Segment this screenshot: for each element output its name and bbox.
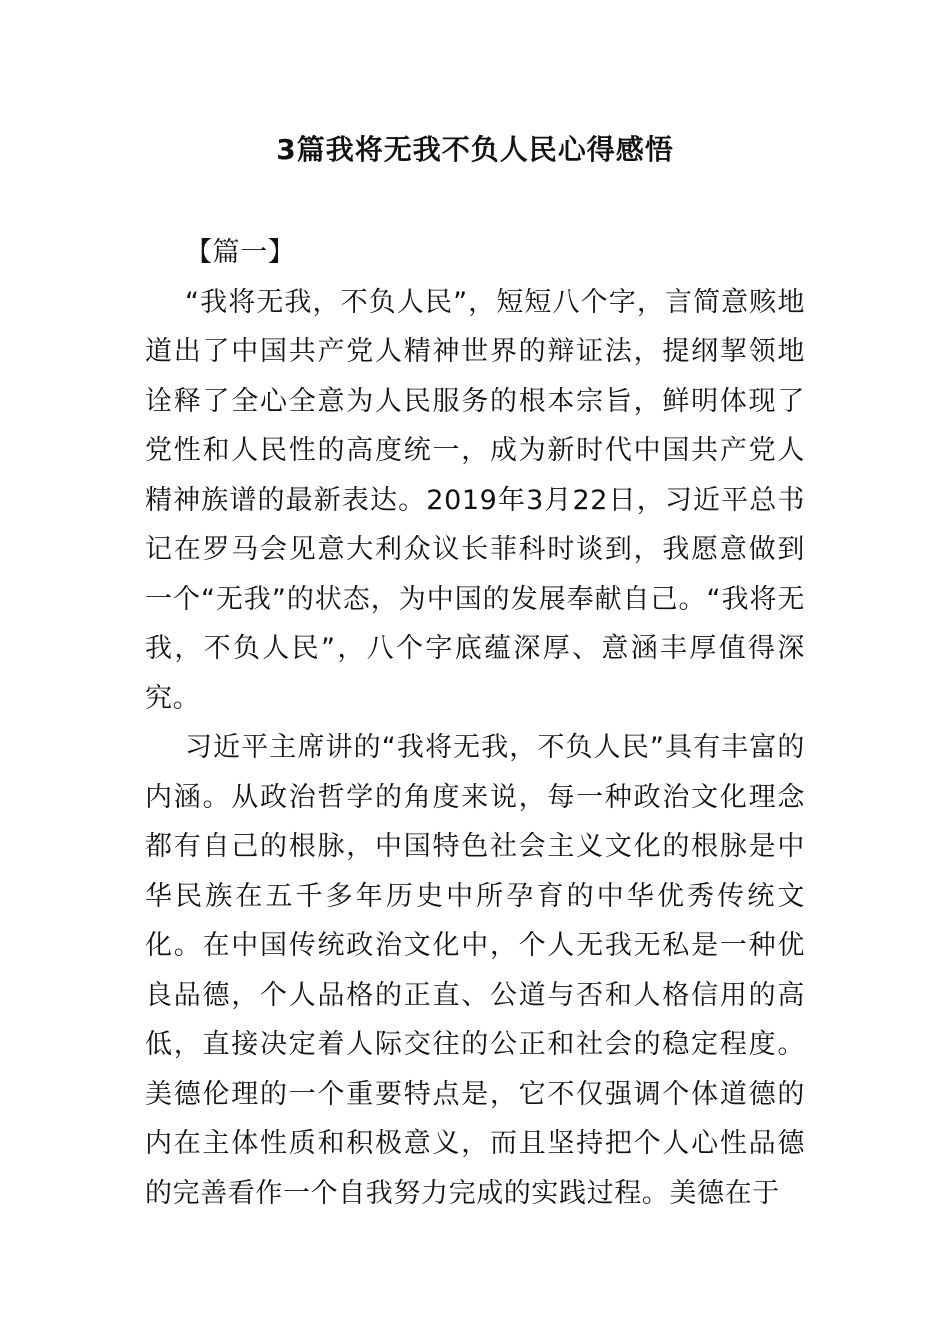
paragraph-2: 习近平主席讲的“我将无我，不负人民”具有丰富的内涵。从政治哲学的角度来说，每一种政治文化理念都有自己的根脉，中国特色社会主义文化的根脉是中华民族在五千多年历史中所孕育的中华优秀传统文化。在中国传统政治文化中，个人无我无私是一种优良品德，个人品格的正直、公道与否和人格信用的高低，直接决定着人际交往的公正和社会的稳定程度。美德伦理的一个重要特点是，它不仅强调个体道德的内在主体性质和积极意义，而且坚持把个人心性品德的完善看作一个自我努力完成的实践过程。美德在于 [145, 732, 805, 1209]
document-body [145, 228, 805, 1218]
document-title: 3篇我将无我不负人民心得感悟 [276, 133, 674, 166]
paragraph-1: “我将无我，不负人民”，短短八个字，言简意赅地道出了中国共产党人精神世界的辩证法，提纲挈领地诠释了全心全意为人民服务的根本宗旨，鲜明体现了党性和人民性的高度统一，成为新时代中国共产党人精神族谱的最新表达。2019年3月22日，习近平总书记在罗马会见意大利众议长菲科时谈到，我愿意做到一个“无我”的状态，为中国的发展奉献自己。“我将无我，不负人民”，八个字底蕴深厚、意涵丰厚值得深究。 [145, 286, 805, 714]
section-label: 【篇一】 [185, 237, 296, 268]
